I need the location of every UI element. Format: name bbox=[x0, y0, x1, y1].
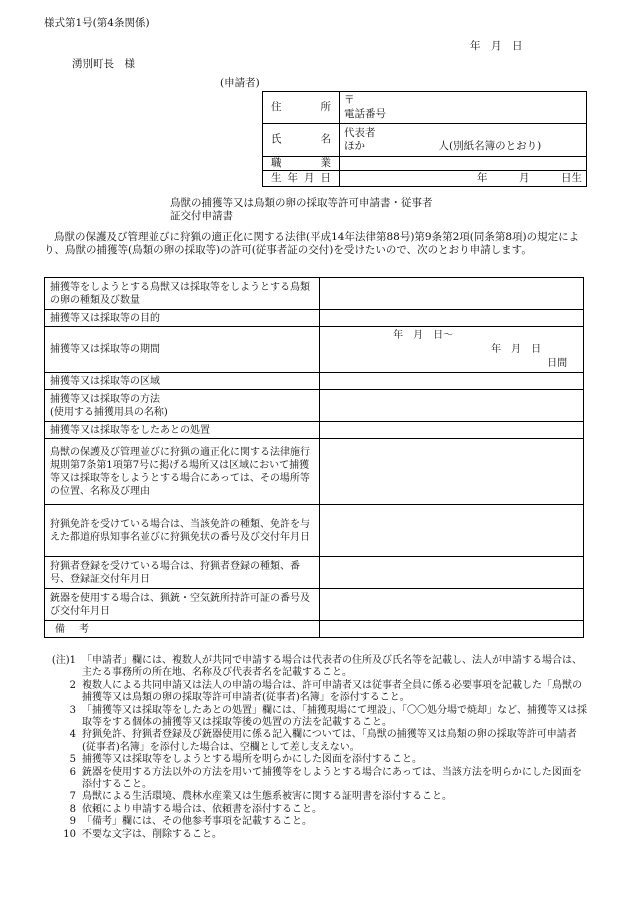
address-label: 住 所 bbox=[263, 92, 340, 124]
occupation-field[interactable] bbox=[340, 157, 587, 171]
document-title bbox=[170, 197, 433, 223]
birthdate-value: 年 月 日生 bbox=[477, 172, 582, 185]
note-item: 5 捕獲等又は採取等をしようとする場所を明らかにした図面を添付すること。 bbox=[69, 754, 422, 766]
row-label-disposal: 捕獲等又は採取等をしたあとの処置 bbox=[45, 422, 320, 439]
row-label-purpose: 捕獲等又は採取等の目的 bbox=[45, 310, 320, 327]
row-field-disposal[interactable] bbox=[320, 422, 584, 439]
row-label-area: 捕獲等又は採取等の区域 bbox=[45, 373, 320, 390]
name-label: 氏 名 bbox=[263, 124, 340, 157]
period-days: 日間 bbox=[547, 357, 568, 369]
row-field-special-area[interactable] bbox=[320, 439, 584, 505]
birthdate-field[interactable] bbox=[340, 171, 587, 187]
row-field-firearm-permit[interactable] bbox=[320, 589, 584, 621]
note-item: 9 「備考」欄には、その他参考事項を記載すること。 bbox=[69, 816, 312, 828]
row-label-hunting-license: 狩猟免許を受けている場合は、当該免許の種類、免許を与えた都道府県知事名並びに狩猟免状の番号及び交付年月日 bbox=[45, 505, 320, 557]
name-field[interactable] bbox=[340, 124, 587, 157]
addressee: 湧別町長 様 bbox=[72, 58, 135, 70]
row-label-period: 捕獲等又は採取等の期間 bbox=[45, 327, 320, 373]
postal-mark: 〒 bbox=[344, 94, 355, 107]
row-field-purpose[interactable] bbox=[320, 310, 584, 327]
note-item: 4 狩猟免許、狩猟者登録及び銃器使用に係る記入欄については、「鳥獣の捕獲等又は鳥類の卵の採取等許可申請者(従事者)名簿」を添付した場合は、空欄として差し支えない。 bbox=[69, 729, 577, 753]
title-line-1: 鳥獣の捕獲等又は鳥類の卵の採取等許可申請書・従事者 bbox=[170, 197, 433, 209]
row-label-species: 捕獲等をしようとする鳥獣又は採取等をしようとする鳥類の卵の種類及び数量 bbox=[45, 278, 320, 310]
row-field-area[interactable] bbox=[320, 373, 584, 390]
note-item: 2 複数人による共同申請又は法人の申請の場合は、許可申請者又は従事者全員に係る必要事項を記載した「鳥獣の捕獲等又は鳥類の卵の採取等許可申請者(従事者)名簿」を添付すること。 bbox=[69, 679, 582, 704]
row-field-hunter-registration[interactable] bbox=[320, 557, 584, 589]
intro-paragraph: 鳥獣の保護及び管理並びに狩猟の適正化に関する法律(平成14年法律第88号)第9条第2項(同条第8項)の規定により、鳥獣の捕獲等(鳥類の卵の採取等)の許可(従事者証の交付)を受けたいので、次のとおり申請します。 bbox=[44, 231, 580, 256]
row-label-remarks: 備 考 bbox=[45, 621, 320, 638]
note-item: 6 銃器を使用する方法以外の方法を用いて捕獲等をしようとする場合にあっては、当該方法を明らかにした図面を添付すること。 bbox=[69, 766, 582, 791]
address-field[interactable] bbox=[340, 92, 587, 124]
note-item: 3 「捕獲等又は採取等をしたあとの処置」欄には、「捕獲現場にて埋設」、「〇〇処分場で焼却」など、捕獲等又は採取等をする個体の捕獲等又は採取等後の処置の方法を記載すること。 bbox=[69, 704, 587, 729]
row-label-hunter-registration: 狩猟者登録を受けている場合は、狩猟者登録の種類、番号、登録証交付年月日 bbox=[45, 557, 320, 589]
applicant-label: (申請者) bbox=[220, 77, 260, 89]
phone-label: 電話番号 bbox=[344, 107, 386, 120]
note-item: 8 依頼により申請する場合は、依頼書を添付すること。 bbox=[69, 803, 322, 815]
row-label-method: 捕獲等又は採取等の方法 (使用する捕獲用具の名称) bbox=[45, 390, 320, 422]
note-item: 10 不要な文字は、削除すること。 bbox=[63, 828, 222, 840]
row-field-method[interactable] bbox=[320, 390, 584, 422]
row-field-period[interactable] bbox=[320, 327, 584, 373]
applicant-table bbox=[262, 91, 587, 187]
note-item: (注)1 「申請者」欄には、複数人が共同で申請する場合は代表者の住所及び氏名等を記載し、法人が申請する場合は、主たる事務所の所在地、名称及び代表者名を記載すること。 bbox=[51, 655, 582, 679]
others-label: ほか 人(別紙名簿のとおり) bbox=[344, 140, 542, 152]
notes-section bbox=[44, 655, 589, 841]
row-field-species[interactable] bbox=[320, 278, 584, 310]
row-label-firearm-permit: 銃器を使用する場合は、猟銃・空気銃所持許可証の番号及び交付年月日 bbox=[45, 589, 320, 621]
row-label-special-area: 鳥獣の保護及び管理並びに狩猟の適正化に関する法律施行規則第7条第1項第7号に掲げる場所又は区域において捕獲等又は採取等をしようとする場合にあっては、その場所等の位置、名称及び理由 bbox=[45, 439, 320, 505]
form-number: 様式第1号(第4条関係) bbox=[44, 17, 150, 29]
occupation-label: 職 業 bbox=[263, 157, 340, 171]
birthdate-label: 生年月日 bbox=[263, 171, 340, 187]
application-table bbox=[44, 277, 584, 638]
representative-label: 代表者 bbox=[344, 126, 376, 139]
title-line-2: 証交付申請書 bbox=[170, 210, 233, 222]
row-field-hunting-license[interactable] bbox=[320, 505, 584, 557]
period-start: 年 月 日～ bbox=[393, 329, 454, 341]
application-date: 年 月 日 bbox=[470, 40, 523, 52]
note-item: 7 鳥獣による生活環境、農林水産業又は生態系被害に関する証明書を添付すること。 bbox=[69, 791, 452, 803]
row-field-remarks[interactable] bbox=[320, 621, 584, 638]
period-end: 年 月 日 bbox=[491, 343, 542, 355]
